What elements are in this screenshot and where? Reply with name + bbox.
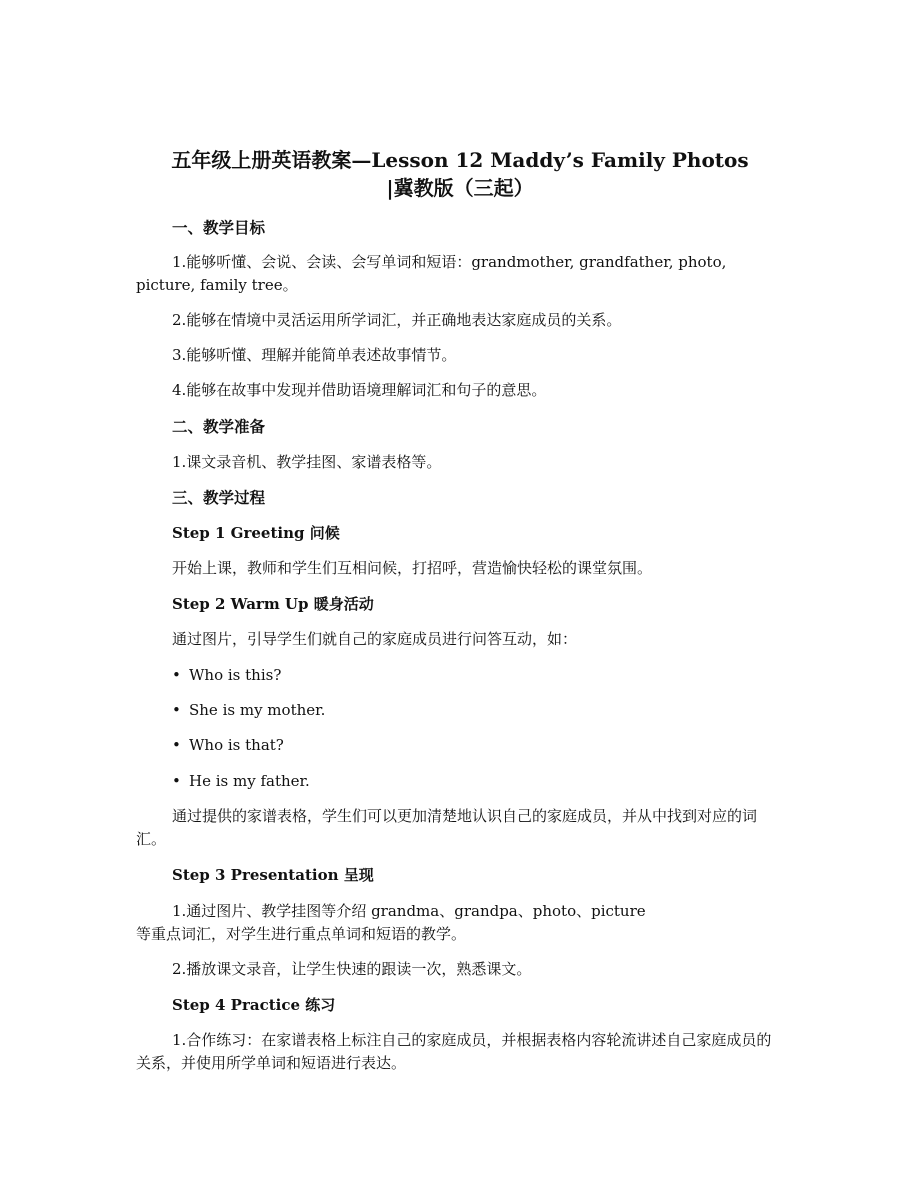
bullet-icon: • — [172, 736, 181, 754]
document-title — [100, 146, 820, 202]
step-2-heading: Step 2 Warm Up 暖身活动 — [172, 595, 374, 613]
list-item — [172, 664, 822, 687]
bullet-icon: • — [172, 666, 181, 684]
step-3-item-1-line-1: 1.通过图片、教学挂图等介绍 grandma、grandpa、photo、picture — [172, 902, 646, 920]
list-item-text: Who is that? — [189, 736, 284, 754]
section-heading-process: 三、教学过程 — [172, 488, 266, 507]
goal-item-4: 4.能够在故事中发现并借助语境理解词汇和句子的意思。 — [172, 381, 547, 399]
title-line-1: 五年级上册英语教案—Lesson 12 Maddy’s Family Photos — [171, 148, 749, 172]
step-3-item-2: 2.播放课文录音，让学生快速的跟读一次，熟悉课文。 — [172, 960, 532, 978]
step-4-heading: Step 4 Practice 练习 — [172, 996, 336, 1014]
step-2-text: 通过图片，引导学生们就自己的家庭成员进行问答互动，如： — [172, 630, 578, 648]
list-item — [172, 770, 822, 793]
step-2-text-2: 通过提供的家谱表格，学生们可以更加清楚地认识自己的家庭成员，并从中找到对应的词汇。 — [136, 807, 758, 848]
goal-item-2: 2.能够在情境中灵活运用所学词汇，并正确地表达家庭成员的关系。 — [172, 311, 622, 329]
list-item — [172, 734, 822, 757]
step-1-text: 开始上课，教师和学生们互相问候，打招呼，营造愉快轻松的课堂氛围。 — [172, 559, 653, 577]
step-4-item-1: 1.合作练习：在家谱表格上标注自己的家庭成员，并根据表格内容轮流讲述自己家庭成员的关系，并使用所学单词和短语进行表达。 — [136, 1031, 772, 1072]
bullet-icon: • — [172, 772, 181, 790]
list-item-text: He is my father. — [189, 772, 310, 790]
title-line-2: |冀教版（三起） — [386, 176, 534, 200]
goal-item-3: 3.能够听懂、理解并能简单表述故事情节。 — [172, 346, 457, 364]
goal-item-1: 1.能够听懂、会说、会读、会写单词和短语：grandmother, grandfather, photo, picture, family tree。 — [136, 253, 727, 294]
list-item-text: Who is this? — [189, 666, 282, 684]
step-1-heading: Step 1 Greeting 问候 — [172, 524, 340, 542]
step-3-heading: Step 3 Presentation 呈现 — [172, 866, 374, 884]
section-heading-goals: 一、教学目标 — [172, 218, 266, 237]
section-heading-preparation: 二、教学准备 — [172, 417, 266, 436]
prep-item-1: 1.课文录音机、教学挂图、家谱表格等。 — [172, 453, 442, 471]
list-item — [172, 699, 822, 722]
step-3-item-1-line-2: 等重点词汇，对学生进行重点单词和短语的教学。 — [136, 925, 467, 943]
bullet-icon: • — [172, 701, 181, 719]
list-item-text: She is my mother. — [189, 701, 326, 719]
